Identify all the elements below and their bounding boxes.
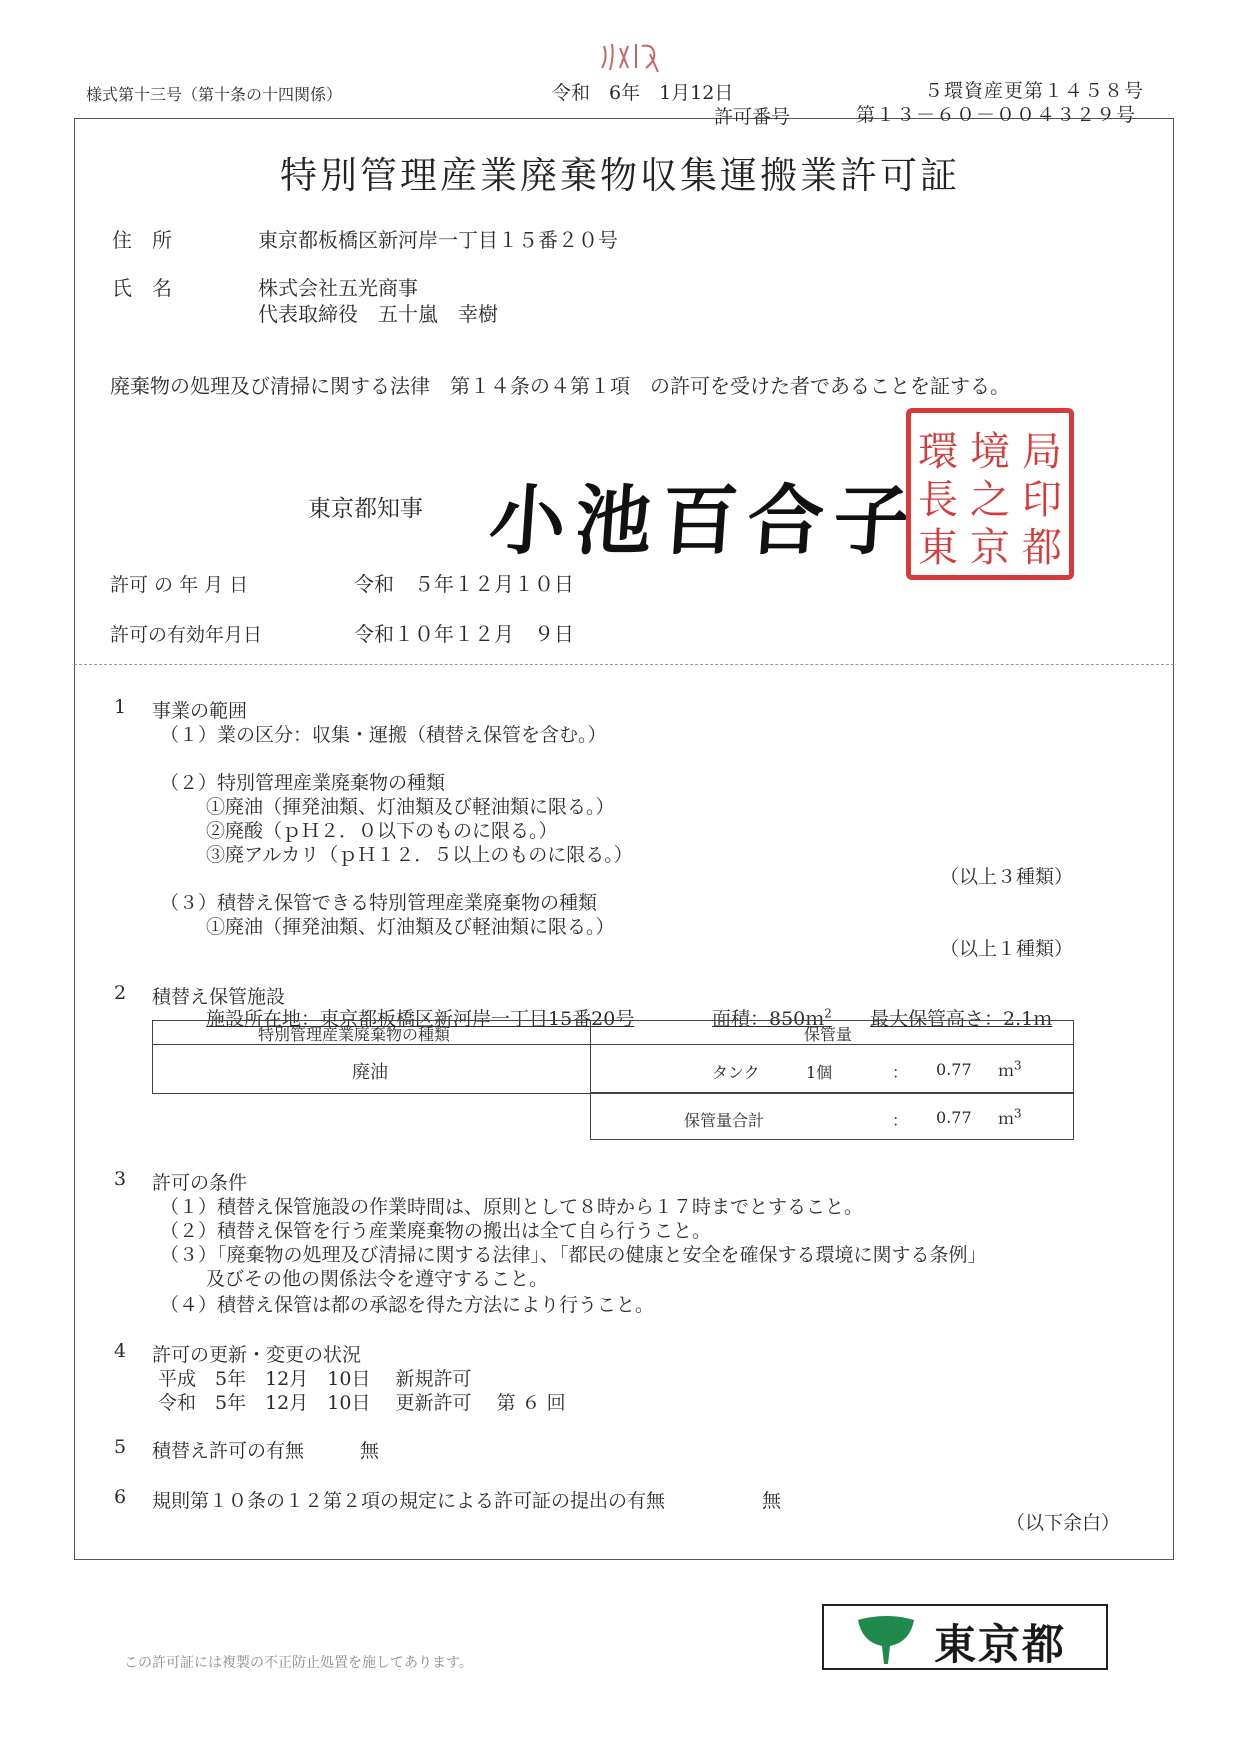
table-cell-colon: ：: [892, 1063, 909, 1082]
section4-heading: 許可の更新・変更の状況: [152, 1344, 362, 1366]
condition-item: （２）積替え保管を行う産業廃棄物の搬出は全て自ら行うこと。: [160, 1220, 712, 1242]
ginkgo-leaf-icon: [854, 1610, 918, 1666]
certificate-title: 特別管理産業廃棄物収集運搬業許可証: [280, 154, 960, 197]
tokyo-metropolitan-logo: [822, 1604, 1108, 1670]
section6-value: 無: [762, 1490, 782, 1512]
address-label: 住 所: [112, 228, 172, 252]
max-storage-height: 最大保管高さ：2.1ｍ: [870, 1008, 1053, 1030]
permit-number: 第１３－６０－００４３２９号: [856, 104, 1137, 126]
valid-until-date: 令和１０年１２月 ９日: [354, 622, 574, 646]
official-seal: [906, 408, 1074, 580]
renewal-history-row: 平成 5年 12月 10日 新規許可: [158, 1368, 472, 1390]
section2-heading: 積替え保管施設: [152, 986, 286, 1008]
seal-char: 環: [918, 429, 958, 475]
table-total-unit: ｍ$^3$: [998, 1106, 1022, 1128]
waste-type-item: ③廃アルカリ（ｐＨ１２．５以上のものに限る。）: [206, 844, 633, 866]
permit-date: 令和 ５年１２月１０日: [354, 572, 574, 596]
name-label: 氏 名: [112, 276, 172, 300]
logo-text: 東京都: [934, 1620, 1067, 1669]
transfer-storage-types-heading: （３）積替え保管できる特別管理産業廃棄物の種類: [160, 892, 598, 914]
section-number: 5: [114, 1436, 127, 1458]
governor-title: 東京都知事: [308, 496, 423, 522]
seal-char: 局: [1022, 429, 1062, 475]
table-header-storage-volume: 保管量: [804, 1025, 853, 1044]
table-cell-waste: 廃油: [352, 1062, 388, 1083]
seal-char: 都: [1022, 525, 1062, 571]
condition-item: （４）積替え保管は都の承認を得た方法により行うこと。: [160, 1294, 655, 1316]
condition-item: （１）積替え保管施設の作業時間は、原則として８時から１７時までとすること。: [160, 1196, 864, 1218]
certification-statement: 廃棄物の処理及び清掃に関する法律 第１４条の４第１項 の許可を受けた者であることを証する。: [110, 374, 1010, 398]
anti-copy-notice: この許可証には複製の不正防止処置を施してあります。: [124, 1655, 473, 1671]
transfer-storage-type-item: ①廃油（揮発油類、灯油類及び軽油類に限る。）: [206, 916, 615, 938]
seal-char: 長: [918, 477, 958, 523]
table-cell-volume: 0.77: [936, 1060, 972, 1079]
waste-types-heading: （２）特別管理産業廃棄物の種類: [160, 772, 446, 794]
governor-signature: 小池百合子: [486, 476, 923, 565]
document-number: ５環資産更第１４５８号: [924, 80, 1145, 102]
section-number: 3: [114, 1168, 127, 1190]
section-number: 6: [114, 1486, 127, 1508]
transfer-storage-types-total: （以上１種類）: [940, 938, 1074, 960]
issue-date: 令和 6年 1月12日: [552, 82, 734, 104]
waste-types-total: （以上３種類）: [940, 866, 1074, 888]
table-total-label: 保管量合計: [684, 1111, 765, 1130]
condition-item: （３）「廃棄物の処理及び清掃に関する法律」、「都民の健康と安全を確保する環境に関する条例」: [160, 1244, 987, 1266]
section5-value: 無: [360, 1440, 380, 1462]
table-total-colon: ：: [892, 1111, 909, 1130]
section3-heading: 許可の条件: [152, 1172, 248, 1194]
address-value: 東京都板橋区新河岸一丁目１５番２０号: [258, 228, 618, 252]
section-number: 1: [114, 696, 127, 718]
section1-heading: 事業の範囲: [152, 700, 248, 722]
permit-number-label: 許可番号: [714, 106, 791, 128]
waste-type-item: ①廃油（揮発油類、灯油類及び軽油類に限る。）: [206, 796, 615, 818]
section6-heading: 規則第１０条の１２第２項の規定による許可証の提出の有無: [152, 1490, 666, 1512]
renewal-history-row: 令和 5年 12月 10日 更新許可 第 ６ 回: [158, 1392, 566, 1414]
valid-until-label: 許可の有効年月日: [110, 624, 263, 646]
section-number: 2: [114, 982, 127, 1004]
section5-heading: 積替え許可の有無: [152, 1440, 305, 1462]
waste-type-item: ②廃酸（ｐＨ２．０以下のものに限る。）: [206, 820, 558, 842]
closing-note: （以下余白）: [1006, 1512, 1121, 1534]
table-cell-container: タンク: [712, 1063, 760, 1082]
business-category: （１）業の区分：収集・運搬（積替え保管を含む。）: [160, 724, 607, 746]
seal-char: 京: [970, 525, 1010, 571]
table-header-waste-type: 特別管理産業廃棄物の種類: [258, 1025, 451, 1044]
facility-location: 施設所在地：東京都板橋区新河岸一丁目15番20号: [206, 1008, 635, 1030]
company-name: 株式会社五光商事: [258, 276, 418, 300]
section-divider: [74, 664, 1174, 665]
facility-area: 面積：850ｍ$^2$: [712, 1006, 832, 1030]
table-cell-unit: ｍ$^3$: [998, 1058, 1022, 1080]
seal-char: 之: [970, 477, 1010, 523]
initial-stamp: [598, 38, 668, 80]
permit-date-label: 許可 の 年 月 日: [110, 574, 249, 596]
table-cell-count: 1個: [806, 1063, 833, 1082]
seal-char: 印: [1022, 477, 1062, 523]
representative-name: 代表取締役 五十嵐 幸樹: [258, 302, 498, 326]
form-label: 様式第十三号（第十条の十四関係）: [86, 85, 343, 104]
seal-char: 東: [918, 525, 958, 571]
condition-item-continued: 及びその他の関係法令を遵守すること。: [206, 1268, 549, 1290]
seal-char: 境: [970, 429, 1010, 475]
table-total-volume: 0.77: [936, 1108, 972, 1127]
section-number: 4: [114, 1340, 127, 1362]
